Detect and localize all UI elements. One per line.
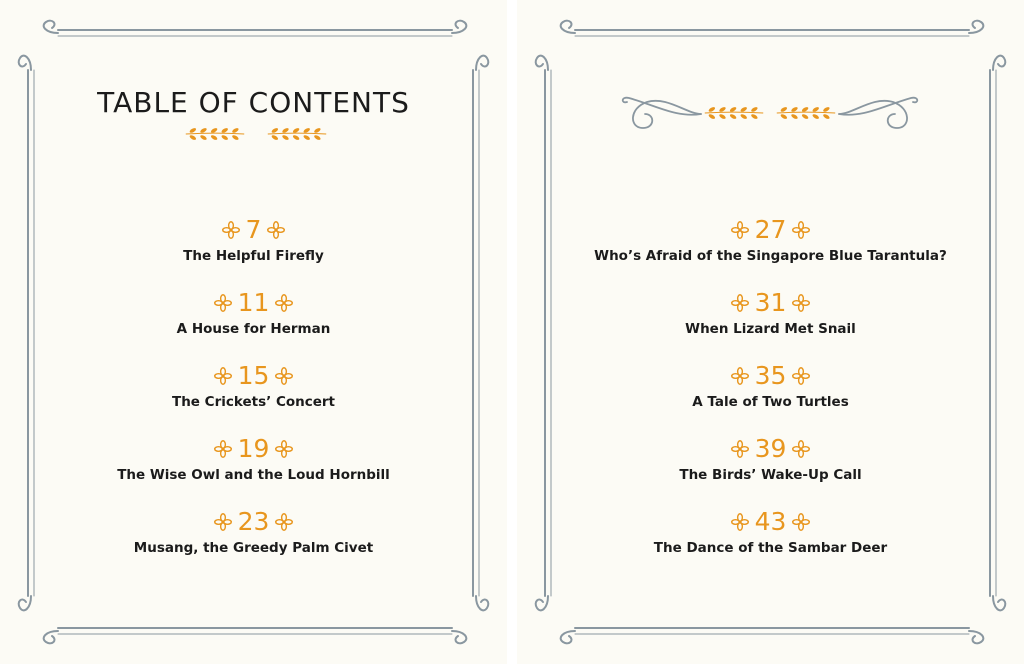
flower-icon [792,513,810,531]
flower-icon [792,294,810,312]
flower-icon [275,513,293,531]
page-number: 27 [754,215,787,244]
page-number: 35 [754,361,787,390]
toc-entry[interactable] [517,435,1024,483]
toc-entry[interactable] [0,435,507,483]
left-page [0,0,507,664]
story-title: A House for Herman [176,321,331,337]
flower-icon [792,221,810,239]
flower-icon [731,294,749,312]
toc-entry[interactable] [517,362,1024,410]
story-title: A Tale of Two Turtles [692,394,849,410]
page-title: TABLE OF CONTENTS [97,86,410,119]
flower-icon [731,440,749,458]
flower-icon [214,513,232,531]
story-title: Musang, the Greedy Palm Civet [133,540,374,556]
story-title: When Lizard Met Snail [685,321,856,337]
flower-icon [792,367,810,385]
page-number: 23 [237,507,270,536]
toc-entry[interactable] [517,289,1024,337]
story-title: The Wise Owl and the Loud Hornbill [117,467,390,483]
page-number: 39 [754,434,787,463]
toc-entry[interactable] [517,508,1024,556]
page-number: 19 [237,434,270,463]
flower-icon [222,221,240,239]
story-title: The Crickets’ Concert [171,394,336,410]
story-title: The Birds’ Wake-Up Call [679,467,862,483]
flower-icon [214,294,232,312]
story-title: The Helpful Firefly [183,248,324,264]
flower-icon [275,367,293,385]
flower-icon [731,513,749,531]
flower-icon [267,221,285,239]
swirl-ornament-icon [517,88,1024,138]
page-number: 11 [237,288,270,317]
laurel-icon [0,124,507,144]
flower-icon [275,440,293,458]
page-number: 7 [245,215,262,244]
flower-icon [731,367,749,385]
flower-icon [214,367,232,385]
flower-icon [214,440,232,458]
toc-entry[interactable] [0,216,507,264]
right-page [517,0,1024,664]
story-title: Who’s Afraid of the Singapore Blue Tarantula? [594,248,947,264]
flower-icon [731,221,749,239]
page-number: 15 [237,361,270,390]
page-number: 31 [754,288,787,317]
story-title: The Dance of the Sambar Deer [653,540,888,556]
toc-entry[interactable] [0,508,507,556]
flower-icon [275,294,293,312]
flower-icon [792,440,810,458]
toc-entry[interactable] [0,362,507,410]
toc-entry[interactable] [0,289,507,337]
toc-entry[interactable] [517,216,1024,264]
page-number: 43 [754,507,787,536]
